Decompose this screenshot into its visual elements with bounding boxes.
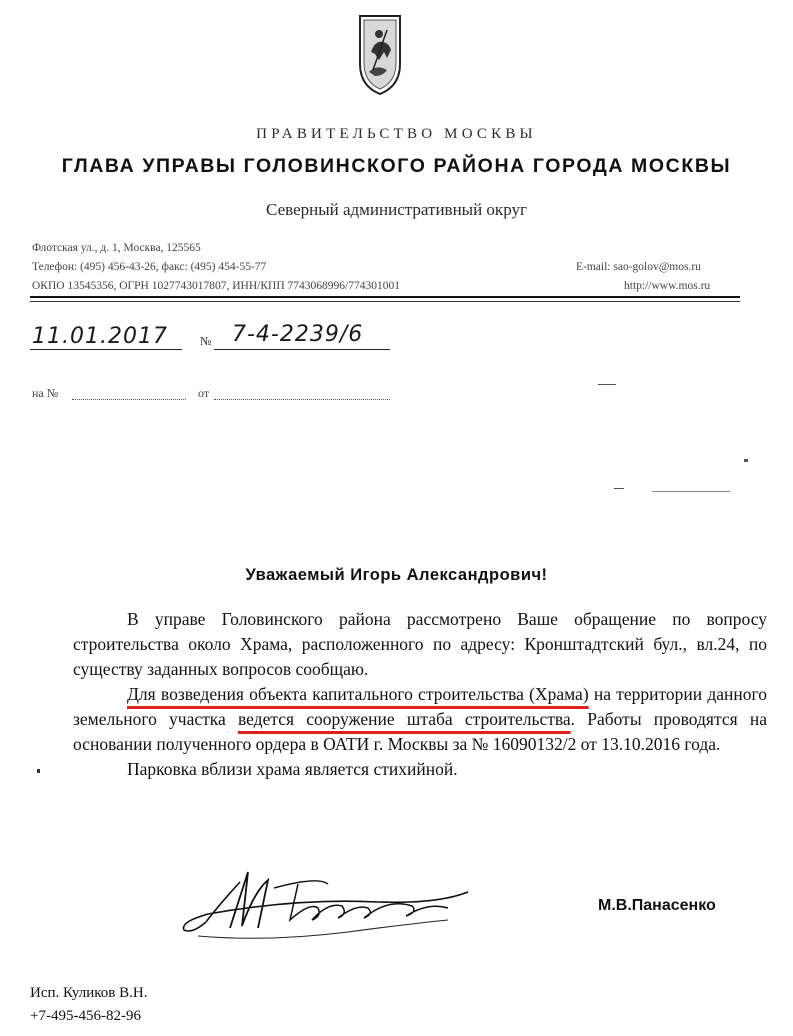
moscow-coat-of-arms-icon — [357, 12, 403, 98]
letterhead-divider-thin — [30, 301, 740, 302]
reference-date-label: от — [198, 386, 210, 400]
underlined-phrase-1: Для возведения объекта капитального строительства (Храма) — [127, 684, 589, 704]
scan-speck — [37, 769, 40, 773]
office-head-title: ГЛАВА УПРАВЫ ГОЛОВИНСКОГО РАЙОНА ГОРОДА МОСКВЫ — [61, 155, 732, 177]
letterhead-divider-thick — [30, 296, 740, 298]
registration-number: 7-4-2239/6 — [232, 322, 364, 347]
scan-speck — [652, 491, 730, 492]
body-paragraph-2-text-2: . Работы проводятся на основании полученного ордера в ОАТИ г. Москвы за № 16090132/2 от 13.10.2016 года. — [73, 709, 767, 754]
registration-date: 11.01.2017 — [32, 324, 168, 349]
handwritten-signature-icon — [178, 862, 478, 944]
body-paragraph-2-text-1: на территории данного земельного участка — [73, 684, 767, 729]
reference-number-line — [72, 399, 186, 400]
letter-body — [73, 607, 767, 782]
website-line: http://www.mos.ru — [624, 280, 711, 292]
codes-line: ОКПО 13545356, ОГРН 1027743017807, ИНН/КПП 7743068996/774301001 — [32, 280, 400, 292]
registration-number-line — [214, 349, 390, 350]
scan-speck — [598, 384, 616, 385]
underlined-phrase-2: ведется сооружение штаба строительства — [237, 709, 571, 729]
registration-date-line — [30, 349, 182, 350]
greeting: Уважаемый Игорь Александрович! — [245, 566, 548, 584]
phone-line: Телефон: (495) 456-43-26, факс: (495) 454-55-77 — [32, 261, 267, 273]
district-name: Северный административный округ — [266, 200, 527, 219]
email-line: E-mail: sao-golov@mos.ru — [576, 261, 701, 273]
body-paragraph-1: В управе Головинского района рассмотрено Ваше обращение по вопросу строительства около Храма, расположенного по адресу: Кронштадтский бул., вл.24, по существу заданных вопросов сообщаю. — [73, 609, 767, 679]
signer-name: М.В.Панасенко — [598, 897, 716, 914]
executor-phone: +7-495-456-82-96 — [30, 1008, 141, 1024]
scan-speck — [744, 459, 748, 462]
reference-number-label: на № — [32, 386, 59, 400]
executor-name: Исп. Куликов В.Н. — [30, 985, 148, 1001]
body-paragraph-3: Парковка вблизи храма является стихийной. — [127, 759, 458, 779]
government-title: ПРАВИТЕЛЬСТВО МОСКВЫ — [256, 126, 537, 142]
reference-date-line — [214, 399, 390, 400]
body-paragraph-2 — [73, 682, 767, 757]
scan-speck — [614, 488, 624, 489]
address-line: Флотская ул., д. 1, Москва, 125565 — [32, 242, 201, 254]
registration-number-label: № — [200, 334, 212, 348]
